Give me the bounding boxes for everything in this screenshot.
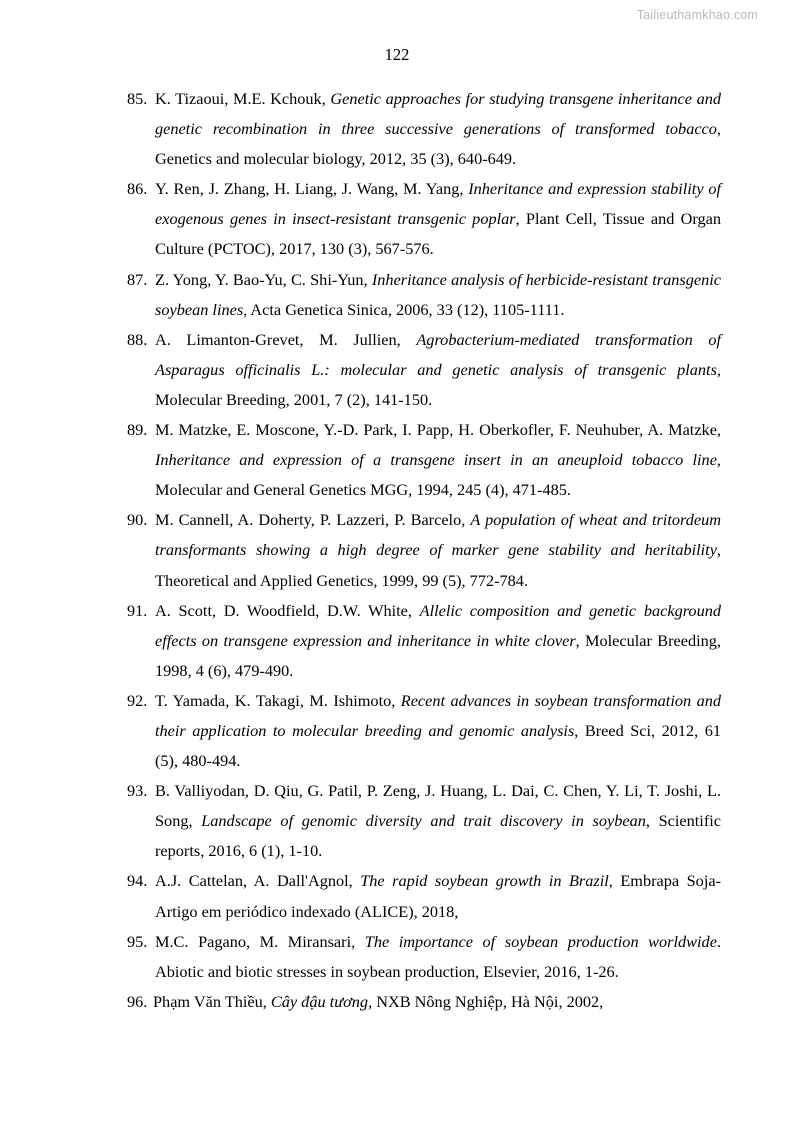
reference-text [155, 174, 721, 264]
reference-entry-91 [127, 596, 721, 686]
reference-source: , Molecular Breeding, 1998, 4 (6), 479-490. [155, 630, 721, 680]
reference-source: , Genetics and molecular biology, 2012, 35 (3), 640-649. [155, 119, 721, 169]
reference-text [153, 987, 721, 1017]
reference-source: , Acta Genetica Sinica, 2006, 33 (12), 1105-1111. [243, 299, 565, 319]
reference-text [155, 596, 721, 686]
reference-title: Recent advances in soybean transformation and their application to molecular breeding and genomic analysis [155, 690, 721, 740]
reference-entry-85 [127, 84, 721, 174]
reference-source: , Breed Sci, 2012, 61 (5), 480-494. [155, 720, 721, 771]
reference-entry-87 [127, 265, 721, 325]
reference-authors: M. Matzke, E. Moscone, Y.-D. Park, I. Papp, H. Oberkofler, F. Neuhuber, A. Matzke, [155, 420, 721, 440]
reference-title: Cây đậu tương [270, 991, 369, 1011]
reference-entry-96 [127, 987, 721, 1017]
reference-source: , Scientific reports, 2016, 6 (1), 1-10. [155, 811, 722, 861]
reference-authors: T. Yamada, K. Takagi, M. Ishimoto, [155, 690, 401, 710]
reference-number: 91. [127, 600, 148, 620]
reference-title: Inheritance and expression of a transgene insert in an aneuploid tobacco line [155, 450, 717, 470]
reference-source: , Theoretical and Applied Genetics, 1999, 99 (5), 772-784. [155, 540, 721, 590]
reference-number: 92. [127, 690, 148, 710]
reference-title: Allelic composition and genetic background effects on transgene expression and inheritance in white clover [155, 600, 721, 650]
reference-text [155, 776, 721, 866]
reference-source: , Molecular and General Genetics MGG, 1994, 245 (4), 471-485. [155, 450, 721, 500]
reference-number: 94. [127, 871, 148, 891]
reference-text [155, 927, 721, 987]
reference-source: , Embrapa Soja-Artigo em periódico indexado (ALICE), 2018, [155, 871, 721, 921]
reference-entry-88 [127, 325, 721, 415]
reference-number: 87. [127, 269, 148, 289]
watermark-text: Tailieuthamkhao.com [636, 8, 758, 22]
reference-title: Inheritance analysis of herbicide-resistant transgenic soybean lines [155, 269, 721, 319]
reference-authors: A. Limanton-Grevet, M. Jullien, [155, 329, 417, 349]
reference-entry-90 [127, 505, 721, 595]
reference-authors: K. Tizaoui, M.E. Kchouk, [155, 89, 331, 108]
reference-text [155, 505, 721, 595]
reference-title: Inheritance and expression stability of exogenous genes in insect-resistant transgenic poplar [155, 179, 721, 229]
reference-authors: M. Cannell, A. Doherty, P. Lazzeri, P. Barcelo, [155, 510, 471, 530]
reference-title: The importance of soybean production worldwide [364, 931, 717, 951]
reference-source: , NXB Nông Nghiệp, Hà Nội, 2002, [368, 991, 604, 1011]
reference-text [155, 325, 721, 415]
reference-number: 88. [127, 329, 148, 349]
reference-entry-94 [127, 866, 721, 926]
reference-source: , Plant Cell, Tissue and Organ Culture (PCTOC), 2017, 130 (3), 567-576. [155, 209, 722, 259]
reference-number: 90. [127, 510, 148, 530]
reference-entry-89 [127, 415, 721, 505]
reference-number: 95. [127, 931, 148, 951]
reference-authors: A. Scott, D. Woodfield, D.W. White, [155, 600, 420, 620]
reference-entry-95 [127, 927, 721, 987]
page-number: 122 [384, 45, 410, 64]
reference-authors: Y. Ren, J. Zhang, H. Liang, J. Wang, M. Yang, [155, 179, 469, 199]
reference-authors: Z. Yong, Y. Bao-Yu, C. Shi-Yun, [155, 269, 372, 289]
reference-title: Genetic approaches for studying transgene inheritance and genetic recombination in three successive generations of transformed tobacco [155, 89, 721, 139]
reference-entry-93 [127, 776, 721, 866]
reference-authors: A.J. Cattelan, A. Dall'Agnol, [155, 871, 361, 891]
reference-number: 93. [127, 781, 148, 801]
reference-title: The rapid soybean growth in Brazil [360, 871, 609, 891]
reference-authors: M.C. Pagano, M. Miransari, [155, 931, 365, 951]
reference-source: , Molecular Breeding, 2001, 7 (2), 141-150. [155, 359, 721, 409]
reference-number: 85. [127, 89, 148, 108]
reference-entry-86 [127, 174, 721, 264]
reference-number: 86. [127, 179, 148, 199]
reference-authors: B. Valliyodan, D. Qiu, G. Patil, P. Zeng, J. Huang, L. Dai, C. Chen, Y. Li, T. Joshi, L. Song, [155, 781, 721, 831]
reference-text [155, 415, 721, 505]
reference-text [155, 265, 721, 325]
reference-number: 96. [127, 991, 148, 1011]
reference-title: A population of wheat and tritordeum transformants showing a high degree of marker gene stability and heritability [155, 510, 721, 560]
reference-text [155, 686, 721, 776]
reference-list [127, 84, 721, 1017]
reference-text [155, 866, 721, 926]
reference-number: 89. [127, 420, 148, 440]
reference-text [155, 84, 721, 174]
reference-authors: Phạm Văn Thiều, [153, 991, 271, 1011]
reference-entry-92 [127, 686, 721, 776]
reference-source: . Abiotic and biotic stresses in soybean production, Elsevier, 2016, 1-26. [155, 931, 722, 981]
reference-title: Agrobacterium-mediated transformation of Asparagus officinalis L.: molecular and genetic analysis of transgenic plants [155, 329, 721, 379]
reference-title: Landscape of genomic diversity and trait discovery in soybean [201, 811, 646, 831]
